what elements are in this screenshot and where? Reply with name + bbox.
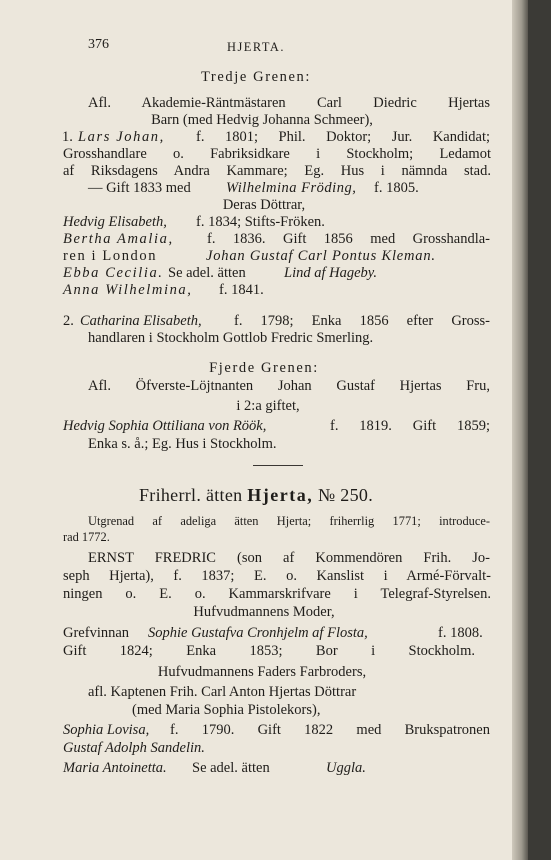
note-line: Utgrenad af adeliga ätten Hjerta; friherrlig 1771; introduce-: [88, 514, 490, 528]
text-line: Grefvinnan: [63, 625, 130, 641]
text-line: ningen o. E. o. Kammarskrifvare i Telegraf-Styrelsen.: [63, 586, 491, 602]
text-line: f. 1798; Enka 1856 efter Gross-: [234, 313, 490, 329]
person-name: Maria Antoinetta.: [63, 760, 167, 776]
subheading: Hufvudmannens Faders Farbroders,: [157, 664, 367, 680]
text-line: afl. Kaptenen Frih. Carl Anton Hjertas Döttrar: [88, 684, 357, 700]
note-line: rad 1772.: [63, 530, 110, 544]
person-name: Hedvig Sophia Ottiliana von Röök,: [63, 418, 267, 434]
text-line: — Gift 1833 med: [88, 180, 191, 196]
section-heading-tredje: Tredje Grenen:: [200, 69, 312, 85]
title-prefix: Friherrl. ätten: [138, 485, 243, 505]
text-line: seph Hjerta), f. 1837; E. o. Kanslist i Armé-Förvalt-: [63, 568, 491, 584]
text-line: f. 1834; Stifts-Fröken.: [196, 214, 325, 230]
list-number: 1.: [62, 129, 73, 145]
page-edge: [512, 0, 528, 860]
subheading: Hufvudmannens Moder,: [193, 604, 335, 620]
page-number: 376: [88, 37, 109, 52]
person-name: Hedvig Elisabeth,: [63, 214, 167, 230]
divider: [253, 465, 303, 466]
text-line: f. 1790. Gift 1822 med Brukspatronen: [170, 722, 490, 738]
family-number: № 250.: [318, 485, 374, 505]
text-line: Barn (med Hedvig Johanna Schmeer),: [151, 112, 373, 128]
section-heading-fjerde: Fjerde Grenen:: [209, 360, 319, 376]
text-line: f. 1841.: [219, 282, 264, 298]
text-line: f. 1805.: [374, 180, 419, 196]
text-line: Gift 1824; Enka 1853; Bor i Stockholm.: [63, 643, 475, 659]
person-name: Bertha Amalia,: [63, 231, 174, 247]
person-name: Ebba Cecilia.: [63, 265, 164, 281]
text-line: f. 1819. Gift 1859;: [330, 418, 490, 434]
text-line: Se adel. ätten: [192, 760, 270, 776]
text-line: af Riksdagens Andra Kammare; Eg. Hus i nämnda stad.: [63, 163, 491, 179]
text-line: Afl. Öfverste-Löjtnanten Johan Gustaf Hjertas Fru,: [88, 378, 490, 394]
list-number: 2.: [63, 313, 74, 329]
subheading: Deras Döttrar,: [222, 197, 306, 213]
text-line: Grosshandlare o. Fabriksidkare i Stockholm; Ledamot: [63, 146, 491, 162]
family-name: Lind af Hageby.: [284, 265, 378, 281]
running-title: HJERTA.: [227, 40, 285, 54]
family-name: Uggla.: [326, 760, 366, 776]
text-line: (med Maria Sophia Pistolekors),: [132, 702, 321, 718]
person-name: Sophie Gustafva Cronhjelm af Flosta,: [148, 625, 368, 641]
person-name: Wilhelmina Fröding,: [226, 180, 357, 196]
text-line: ERNST FREDRIC (son af Kommendören Frih. Jo-: [88, 550, 490, 566]
text-line: Afl. Akademie-Räntmästaren Carl Diedric Hjertas: [88, 95, 490, 111]
person-name: Sophia Lovisa,: [63, 722, 150, 738]
text-line: Enka s. å.; Eg. Hus i Stockholm.: [88, 436, 277, 452]
section-title: [0, 484, 512, 506]
person-name: Gustaf Adolph Sandelin.: [63, 740, 205, 756]
text-line: handlaren i Stockholm Gottlob Fredric Smerling.: [88, 330, 374, 346]
person-name: Johan Gustaf Carl Pontus Kleman.: [206, 248, 436, 264]
text-line: Se adel. ätten: [168, 265, 246, 281]
person-name: Catharina Elisabeth,: [80, 313, 202, 329]
text-line: f. 1808.: [438, 625, 483, 641]
text-line: i 2:a giftet,: [236, 398, 300, 414]
person-name: Anna Wilhelmina,: [63, 282, 193, 298]
family-title-name: Hjerta,: [247, 485, 314, 505]
text-line: f. 1836. Gift 1856 med Grosshandla-: [207, 231, 490, 247]
text-line: ren i London: [63, 248, 158, 264]
person-name: Lars Johan,: [78, 129, 165, 145]
text-line: f. 1801; Phil. Doktor; Jur. Kandidat;: [196, 129, 490, 145]
